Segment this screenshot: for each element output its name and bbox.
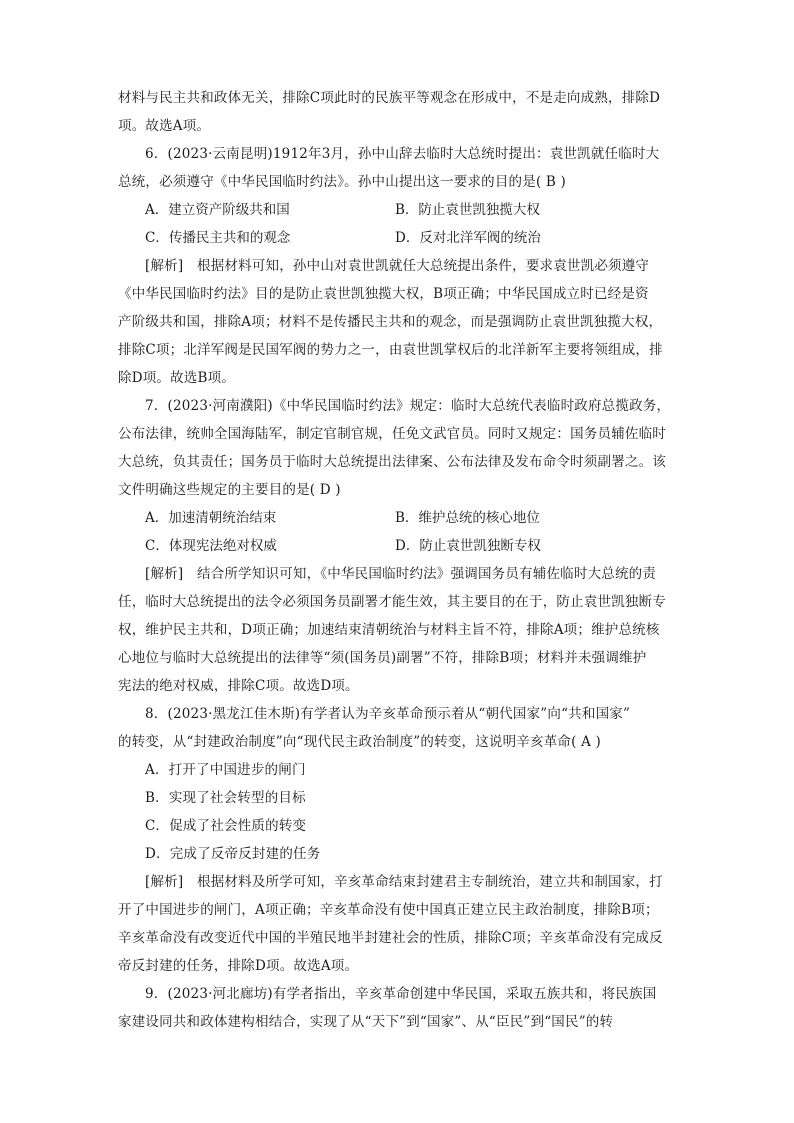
option-d: D．完成了反帝反封建的任务 [145,846,321,862]
analysis-line: 除D项。故选B项。 [118,370,236,386]
option-a: A．建立资产阶级共和国 [145,202,290,218]
analysis-line: 任，临时大总统提出的法令必须国务员副署才能生效，其主要目的在于，防止袁世凯独断专 [118,594,666,610]
question-6-options-row [118,224,678,252]
document-page [118,84,678,1036]
question-9-stem: 9．(2023·河北廊坊)有学者指出，辛亥革命创建中华民国，采取五族共和，将民族国 [145,986,657,1002]
option-b: B．防止袁世凯独揽大权 [395,202,540,218]
analysis-line: 《中华民国临时约法》目的是防止袁世凯独揽大权，B项正确；中华民国成立时已经是资 [118,286,649,302]
option-c: C．体现宪法绝对权威 [145,538,277,554]
question-7-stem: 文件明确这些规定的主要目的是( D ) [118,482,341,498]
question-9-stem: 家建设同共和政体建构相结合，实现了从“天下”到“国家”、从“臣民”到“国民”的转 [118,1014,614,1030]
question-7-options-row [118,504,678,532]
analysis-line: 开了中国进步的闸门，A项正确；辛亥革命没有使中国真正建立民主政治制度，排除B项； [118,902,659,918]
question-7-stem: 公布法律，统帅全国海陆军，制定官制官规，任免文武官员。同时又规定：国务员辅佐临时 [118,426,666,442]
analysis-line: 排除C项；北洋军阀是民国军阀的势力之一，由袁世凯掌权后的北洋新军主要将领组成，排 [118,342,663,358]
analysis-line: 宪法的绝对权威，排除C项。故选D项。 [118,678,359,694]
question-6-options-row [118,196,678,224]
question-8-stem: 的转变，从“封建政治制度”向“现代民主政治制度”的转变，这说明辛亥革命( A ) [118,734,601,750]
text-line: 材料与民主共和政体无关，排除C项此时的民族平等观念在形成中，不是走向成熟，排除D [118,90,661,106]
option-b: B．实现了社会转型的目标 [145,790,306,806]
analysis-line: [解析] 根据材料可知，孙中山对袁世凯就任大总统提出条件，要求袁世凯必须遵守 [145,258,650,274]
analysis-line: 产阶级共和国，排除A项；材料不是传播民主共和的观念，而是强调防止袁世凯独揽大权， [118,314,663,330]
option-c: C．促成了社会性质的转变 [145,818,307,834]
analysis-line: 帝反封建的任务，排除D项。故选A项。 [118,958,359,974]
option-c: C．传播民主共和的观念 [145,230,291,246]
option-d: D．防止袁世凯独断专权 [395,538,541,554]
question-7-stem: 7．(2023·河南濮阳)《中华民国临时约法》规定：临时大总统代表临时政府总揽政务， [145,398,671,414]
option-b: B．维护总统的核心地位 [395,510,540,526]
analysis-line: 心地位与临时大总统提出的法律等“须(国务员)副署”不符，排除B项；材料并未强调维护 [118,650,647,666]
analysis-line: [解析] 根据材料及所学可知，辛亥革命结束封建君主专制统治，建立共和制国家，打 [145,874,663,890]
question-6-stem: 6．(2023·云南昆明)1912年3月，孙中山辞去临时大总统时提出：袁世凯就任临时大 [145,146,660,162]
text-line: 项。故选A项。 [118,118,211,134]
option-a: A．加速清朝统治结束 [145,510,277,526]
analysis-line: 权，维护民主共和，D项正确；加速结束清朝统治与材料主旨不符，排除A项；维护总统核 [118,622,660,638]
question-6-stem: 总统，必须遵守《中华民国临时约法》。孙中山提出这一要求的目的是( B ) [118,174,566,190]
question-7-options-row [118,532,678,560]
question-8-stem: 8．(2023·黑龙江佳木斯)有学者认为辛亥革命预示着从“朝代国家”向“共和国家” [145,706,631,722]
option-a: A．打开了中国进步的闸门 [145,762,306,778]
question-7-stem: 大总统，负其责任；国务员于临时大总统提出法律案、公布法律及发布命令时须副署之。该 [118,454,666,470]
option-d: D．反对北洋军阀的统治 [395,230,541,246]
analysis-line: 辛亥革命没有改变近代中国的半殖民地半封建社会的性质，排除C项；辛亥革命没有完成反 [118,930,663,946]
analysis-line: [解析] 结合所学知识可知，《中华民国临时约法》强调国务员有辅佐临时大总统的责 [145,566,657,582]
